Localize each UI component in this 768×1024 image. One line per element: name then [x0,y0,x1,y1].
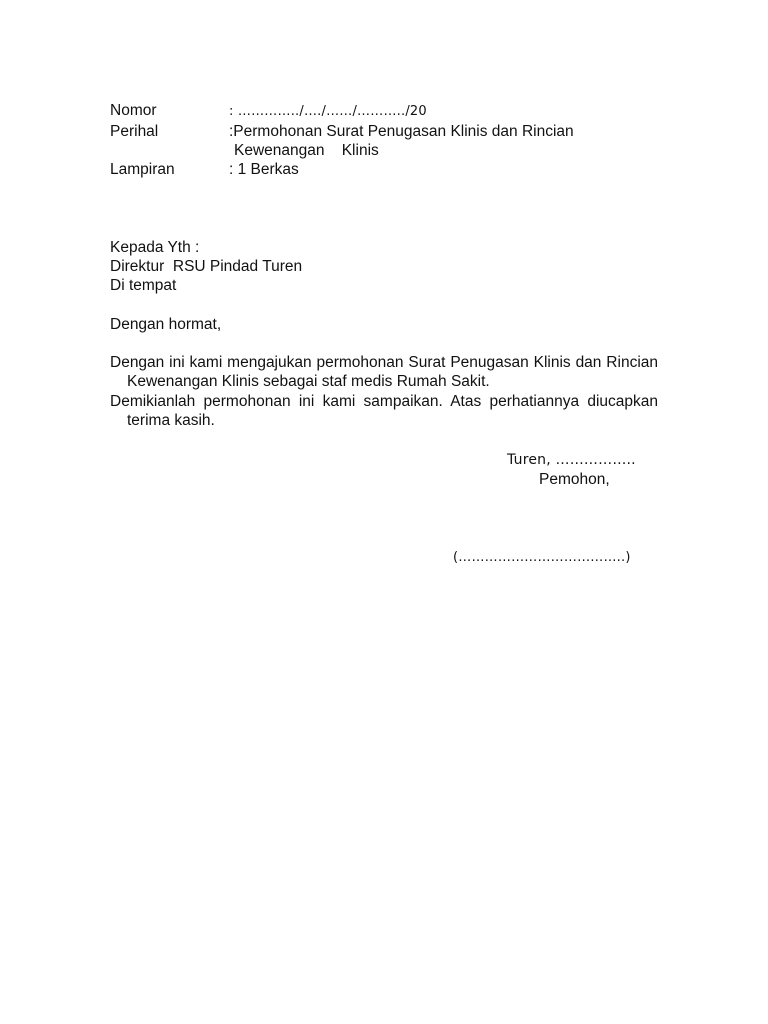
perihal-label: Perihal [110,123,159,140]
signature-placeholder: (………………………………..) [453,550,631,565]
lampiran-value: : 1 Berkas [229,161,299,178]
recipient-line-2: Direktur RSU Pindad Turen [110,258,303,275]
greeting: Dengan hormat, [110,316,222,333]
perihal-value-line2: Kewenangan Klinis [234,142,379,159]
paragraph-request-line2: Kewenangan Klinis sebagai staf medis Rumah Sakit. [127,373,490,390]
paragraph-closing-line2: terima kasih. [127,412,215,429]
perihal-value-line1: :Permohonan Surat Penugasan Klinis dan Rincian [229,123,574,140]
paragraph-request [110,353,658,391]
place-date: Turen, …………….. [507,452,636,468]
applicant-label: Pemohon, [539,471,610,488]
nomor-value: : …………../…./……/………../20 [229,104,427,119]
paragraph-closing [110,392,658,430]
lampiran-label: Lampiran [110,161,175,178]
nomor-label: Nomor [110,102,157,119]
paragraph-closing-line1: Demikianlah permohonan ini kami sampaikan. Atas perhatiannya diucapkan [110,393,658,410]
recipient-line-3: Di tempat [110,277,177,294]
recipient-line-1: Kepada Yth : [110,239,200,256]
paragraph-request-line1: Dengan ini kami mengajukan permohonan Surat Penugasan Klinis dan Rincian [110,354,658,371]
